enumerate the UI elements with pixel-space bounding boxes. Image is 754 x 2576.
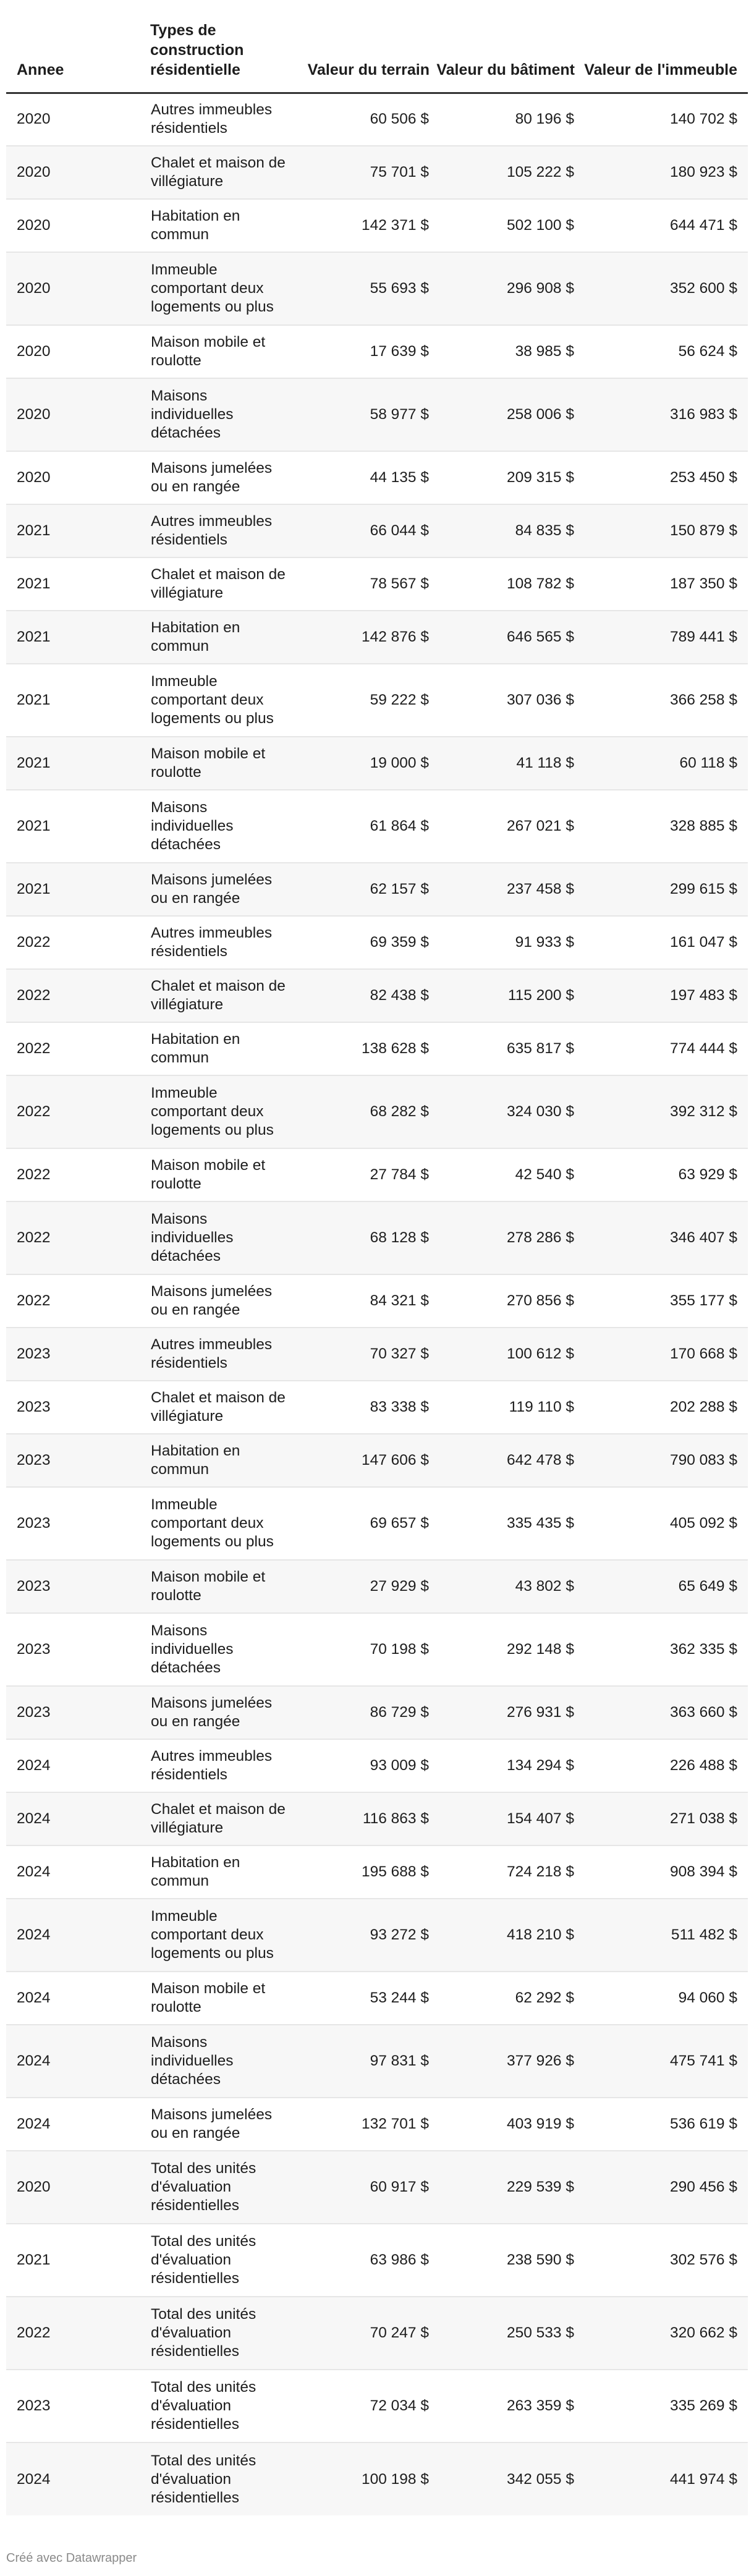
cell-construction-type: Habitation en commun: [150, 1434, 292, 1487]
column-header-building-value[interactable]: Valeur du bâtiment: [430, 0, 575, 93]
cell-land-value: 93 272 $: [292, 1899, 430, 1972]
cell-land-value: 63 986 $: [292, 2224, 430, 2297]
cell-year: 2022: [6, 2297, 150, 2370]
table-row: [6, 1022, 748, 1075]
cell-year: 2024: [6, 1739, 150, 1792]
table-header: [6, 0, 748, 93]
table-row: [6, 1487, 748, 1560]
cell-property-value: 362 335 $: [575, 1613, 748, 1686]
cell-construction-type: Total des unités d'évaluation résidentielles: [150, 2224, 292, 2297]
cell-building-value: 42 540 $: [430, 1148, 575, 1201]
cell-building-value: 250 533 $: [430, 2297, 575, 2370]
cell-building-value: 91 933 $: [430, 916, 575, 969]
cell-building-value: 238 590 $: [430, 2224, 575, 2297]
cell-property-value: 363 660 $: [575, 1686, 748, 1739]
cell-building-value: 292 148 $: [430, 1613, 575, 1686]
cell-building-value: 258 006 $: [430, 378, 575, 451]
cell-building-value: 335 435 $: [430, 1487, 575, 1560]
cell-land-value: 142 371 $: [292, 199, 430, 252]
cell-land-value: 19 000 $: [292, 737, 430, 790]
cell-land-value: 44 135 $: [292, 451, 430, 504]
cell-property-value: 187 350 $: [575, 557, 748, 611]
cell-year: 2020: [6, 378, 150, 451]
cell-year: 2021: [6, 557, 150, 611]
cell-land-value: 75 701 $: [292, 146, 430, 199]
cell-property-value: 170 668 $: [575, 1328, 748, 1381]
cell-construction-type: Total des unités d'évaluation résidentielles: [150, 2370, 292, 2443]
cell-building-value: 108 782 $: [430, 557, 575, 611]
cell-year: 2023: [6, 1487, 150, 1560]
cell-year: 2023: [6, 1560, 150, 1613]
cell-year: 2023: [6, 1381, 150, 1434]
table-row: [6, 1274, 748, 1328]
property-values-table: [6, 0, 748, 2515]
cell-property-value: 536 619 $: [575, 2098, 748, 2151]
cell-year: 2020: [6, 2151, 150, 2224]
cell-year: 2024: [6, 1792, 150, 1845]
cell-land-value: 78 567 $: [292, 557, 430, 611]
cell-building-value: 100 612 $: [430, 1328, 575, 1381]
table-row: [6, 504, 748, 557]
table-row: [6, 1328, 748, 1381]
table-row: [6, 1972, 748, 2025]
cell-building-value: 229 539 $: [430, 2151, 575, 2224]
cell-building-value: 237 458 $: [430, 863, 575, 916]
cell-land-value: 97 831 $: [292, 2025, 430, 2098]
cell-construction-type: Autres immeubles résidentiels: [150, 1739, 292, 1792]
cell-property-value: 355 177 $: [575, 1274, 748, 1328]
cell-property-value: 335 269 $: [575, 2370, 748, 2443]
cell-property-value: 644 471 $: [575, 199, 748, 252]
table-row: [6, 2370, 748, 2443]
cell-year: 2021: [6, 504, 150, 557]
cell-land-value: 60 917 $: [292, 2151, 430, 2224]
cell-year: 2021: [6, 664, 150, 737]
cell-land-value: 68 282 $: [292, 1075, 430, 1148]
table-row: [6, 1201, 748, 1274]
cell-year: 2021: [6, 790, 150, 863]
cell-land-value: 62 157 $: [292, 863, 430, 916]
datawrapper-credit[interactable]: Créé avec Datawrapper: [6, 2551, 137, 2565]
cell-land-value: 69 657 $: [292, 1487, 430, 1560]
cell-building-value: 418 210 $: [430, 1899, 575, 1972]
cell-construction-type: Maison mobile et roulotte: [150, 325, 292, 378]
cell-property-value: 352 600 $: [575, 252, 748, 325]
table-row: [6, 1148, 748, 1201]
cell-construction-type: Chalet et maison de villégiature: [150, 557, 292, 611]
column-header-land-value[interactable]: Valeur du terrain: [292, 0, 430, 93]
cell-year: 2022: [6, 916, 150, 969]
datawrapper-table-container: [6, 0, 748, 2515]
cell-property-value: 405 092 $: [575, 1487, 748, 1560]
cell-year: 2020: [6, 146, 150, 199]
cell-year: 2020: [6, 325, 150, 378]
cell-property-value: 346 407 $: [575, 1201, 748, 1274]
cell-construction-type: Chalet et maison de villégiature: [150, 1381, 292, 1434]
cell-year: 2022: [6, 1022, 150, 1075]
cell-building-value: 267 021 $: [430, 790, 575, 863]
cell-land-value: 70 327 $: [292, 1328, 430, 1381]
table-row: [6, 2297, 748, 2370]
cell-construction-type: Total des unités d'évaluation résidentielles: [150, 2297, 292, 2370]
cell-year: 2022: [6, 1075, 150, 1148]
cell-year: 2020: [6, 252, 150, 325]
table-row: [6, 1434, 748, 1487]
cell-land-value: 100 198 $: [292, 2443, 430, 2515]
cell-construction-type: Maison mobile et roulotte: [150, 1148, 292, 1201]
cell-land-value: 17 639 $: [292, 325, 430, 378]
cell-land-value: 138 628 $: [292, 1022, 430, 1075]
cell-building-value: 38 985 $: [430, 325, 575, 378]
cell-construction-type: Total des unités d'évaluation résidentielles: [150, 2443, 292, 2515]
cell-property-value: 150 879 $: [575, 504, 748, 557]
cell-land-value: 53 244 $: [292, 1972, 430, 2025]
cell-land-value: 147 606 $: [292, 1434, 430, 1487]
cell-property-value: 328 885 $: [575, 790, 748, 863]
cell-property-value: 320 662 $: [575, 2297, 748, 2370]
cell-construction-type: Maisons individuelles détachées: [150, 1201, 292, 1274]
cell-land-value: 132 701 $: [292, 2098, 430, 2151]
table-row: [6, 2025, 748, 2098]
table-body: [6, 93, 748, 2515]
cell-property-value: 180 923 $: [575, 146, 748, 199]
cell-construction-type: Chalet et maison de villégiature: [150, 1792, 292, 1845]
cell-year: 2024: [6, 1899, 150, 1972]
cell-land-value: 82 438 $: [292, 969, 430, 1022]
cell-land-value: 195 688 $: [292, 1845, 430, 1899]
cell-building-value: 41 118 $: [430, 737, 575, 790]
table-row: [6, 863, 748, 916]
table-row: [6, 664, 748, 737]
cell-property-value: 392 312 $: [575, 1075, 748, 1148]
table-row: [6, 252, 748, 325]
cell-building-value: 134 294 $: [430, 1739, 575, 1792]
cell-building-value: 80 196 $: [430, 93, 575, 146]
table-row: [6, 1613, 748, 1686]
cell-year: 2024: [6, 1845, 150, 1899]
cell-property-value: 908 394 $: [575, 1845, 748, 1899]
cell-construction-type: Maisons jumelées ou en rangée: [150, 451, 292, 504]
cell-construction-type: Immeuble comportant deux logements ou plus: [150, 1075, 292, 1148]
cell-property-value: 197 483 $: [575, 969, 748, 1022]
cell-land-value: 83 338 $: [292, 1381, 430, 1434]
cell-building-value: 278 286 $: [430, 1201, 575, 1274]
cell-building-value: 270 856 $: [430, 1274, 575, 1328]
cell-construction-type: Maisons individuelles détachées: [150, 2025, 292, 2098]
cell-year: 2023: [6, 2370, 150, 2443]
table-row: [6, 1381, 748, 1434]
cell-construction-type: Maisons jumelées ou en rangée: [150, 2098, 292, 2151]
cell-construction-type: Maisons jumelées ou en rangée: [150, 1274, 292, 1328]
cell-building-value: 62 292 $: [430, 1972, 575, 2025]
cell-year: 2022: [6, 1274, 150, 1328]
cell-building-value: 307 036 $: [430, 664, 575, 737]
cell-construction-type: Immeuble comportant deux logements ou plus: [150, 1899, 292, 1972]
cell-land-value: 116 863 $: [292, 1792, 430, 1845]
table-row: [6, 1075, 748, 1148]
cell-land-value: 59 222 $: [292, 664, 430, 737]
cell-land-value: 70 198 $: [292, 1613, 430, 1686]
cell-construction-type: Maison mobile et roulotte: [150, 1560, 292, 1613]
cell-building-value: 276 931 $: [430, 1686, 575, 1739]
cell-building-value: 635 817 $: [430, 1022, 575, 1075]
cell-land-value: 70 247 $: [292, 2297, 430, 2370]
table-row: [6, 2224, 748, 2297]
cell-building-value: 646 565 $: [430, 611, 575, 664]
cell-land-value: 68 128 $: [292, 1201, 430, 1274]
cell-year: 2021: [6, 863, 150, 916]
cell-land-value: 86 729 $: [292, 1686, 430, 1739]
table-row: [6, 325, 748, 378]
column-header-property-value[interactable]: Valeur de l'immeuble: [575, 0, 748, 93]
cell-building-value: 105 222 $: [430, 146, 575, 199]
cell-construction-type: Maisons individuelles détachées: [150, 378, 292, 451]
table-row: [6, 1899, 748, 1972]
cell-construction-type: Chalet et maison de villégiature: [150, 146, 292, 199]
table-row: [6, 790, 748, 863]
cell-land-value: 58 977 $: [292, 378, 430, 451]
cell-construction-type: Habitation en commun: [150, 199, 292, 252]
cell-construction-type: Autres immeubles résidentiels: [150, 504, 292, 557]
cell-land-value: 27 784 $: [292, 1148, 430, 1201]
cell-construction-type: Habitation en commun: [150, 1022, 292, 1075]
cell-year: 2022: [6, 969, 150, 1022]
cell-property-value: 161 047 $: [575, 916, 748, 969]
cell-land-value: 55 693 $: [292, 252, 430, 325]
cell-property-value: 299 615 $: [575, 863, 748, 916]
cell-year: 2023: [6, 1613, 150, 1686]
table-row: [6, 1686, 748, 1739]
cell-property-value: 790 083 $: [575, 1434, 748, 1487]
table-row: [6, 93, 748, 146]
cell-year: 2024: [6, 1972, 150, 2025]
table-row: [6, 2151, 748, 2224]
cell-building-value: 324 030 $: [430, 1075, 575, 1148]
cell-year: 2020: [6, 451, 150, 504]
cell-building-value: 296 908 $: [430, 252, 575, 325]
cell-property-value: 316 983 $: [575, 378, 748, 451]
cell-property-value: 290 456 $: [575, 2151, 748, 2224]
cell-year: 2022: [6, 1148, 150, 1201]
cell-land-value: 93 009 $: [292, 1739, 430, 1792]
cell-construction-type: Maison mobile et roulotte: [150, 737, 292, 790]
table-row: [6, 1560, 748, 1613]
cell-year: 2021: [6, 2224, 150, 2297]
column-header-year[interactable]: Annee: [6, 0, 150, 93]
cell-building-value: 403 919 $: [430, 2098, 575, 2151]
table-row: [6, 969, 748, 1022]
cell-year: 2024: [6, 2025, 150, 2098]
cell-building-value: 377 926 $: [430, 2025, 575, 2098]
cell-property-value: 366 258 $: [575, 664, 748, 737]
cell-property-value: 271 038 $: [575, 1792, 748, 1845]
cell-land-value: 60 506 $: [292, 93, 430, 146]
cell-property-value: 302 576 $: [575, 2224, 748, 2297]
cell-property-value: 60 118 $: [575, 737, 748, 790]
cell-building-value: 209 315 $: [430, 451, 575, 504]
cell-year: 2021: [6, 611, 150, 664]
table-row: [6, 611, 748, 664]
cell-construction-type: Total des unités d'évaluation résidentielles: [150, 2151, 292, 2224]
cell-year: 2024: [6, 2443, 150, 2515]
cell-land-value: 69 359 $: [292, 916, 430, 969]
cell-construction-type: Autres immeubles résidentiels: [150, 1328, 292, 1381]
table-row: [6, 1845, 748, 1899]
cell-land-value: 27 929 $: [292, 1560, 430, 1613]
cell-property-value: 253 450 $: [575, 451, 748, 504]
cell-property-value: 441 974 $: [575, 2443, 748, 2515]
table-row: [6, 557, 748, 611]
cell-construction-type: Chalet et maison de villégiature: [150, 969, 292, 1022]
header-row: [6, 0, 748, 93]
cell-construction-type: Habitation en commun: [150, 1845, 292, 1899]
cell-property-value: 202 288 $: [575, 1381, 748, 1434]
cell-land-value: 61 864 $: [292, 790, 430, 863]
cell-property-value: 140 702 $: [575, 93, 748, 146]
cell-land-value: 84 321 $: [292, 1274, 430, 1328]
cell-construction-type: Maison mobile et roulotte: [150, 1972, 292, 2025]
cell-building-value: 119 110 $: [430, 1381, 575, 1434]
column-header-type[interactable]: Types de construction résidentielle: [150, 0, 292, 93]
table-row: [6, 199, 748, 252]
table-row: [6, 916, 748, 969]
cell-construction-type: Maisons jumelées ou en rangée: [150, 1686, 292, 1739]
cell-construction-type: Habitation en commun: [150, 611, 292, 664]
cell-building-value: 263 359 $: [430, 2370, 575, 2443]
cell-property-value: 56 624 $: [575, 325, 748, 378]
cell-construction-type: Autres immeubles résidentiels: [150, 93, 292, 146]
cell-year: 2023: [6, 1328, 150, 1381]
cell-property-value: 511 482 $: [575, 1899, 748, 1972]
cell-building-value: 115 200 $: [430, 969, 575, 1022]
table-row: [6, 1792, 748, 1845]
cell-year: 2024: [6, 2098, 150, 2151]
cell-land-value: 142 876 $: [292, 611, 430, 664]
cell-year: 2020: [6, 93, 150, 146]
cell-property-value: 94 060 $: [575, 1972, 748, 2025]
table-row: [6, 2443, 748, 2515]
cell-building-value: 84 835 $: [430, 504, 575, 557]
cell-construction-type: Maisons jumelées ou en rangée: [150, 863, 292, 916]
cell-year: 2020: [6, 199, 150, 252]
cell-building-value: 502 100 $: [430, 199, 575, 252]
table-row: [6, 1739, 748, 1792]
table-row: [6, 451, 748, 504]
cell-property-value: 63 929 $: [575, 1148, 748, 1201]
cell-construction-type: Maisons individuelles détachées: [150, 1613, 292, 1686]
table-row: [6, 737, 748, 790]
cell-year: 2023: [6, 1434, 150, 1487]
cell-land-value: 66 044 $: [292, 504, 430, 557]
cell-building-value: 342 055 $: [430, 2443, 575, 2515]
cell-construction-type: Immeuble comportant deux logements ou plus: [150, 1487, 292, 1560]
cell-construction-type: Immeuble comportant deux logements ou plus: [150, 252, 292, 325]
cell-property-value: 65 649 $: [575, 1560, 748, 1613]
cell-property-value: 774 444 $: [575, 1022, 748, 1075]
cell-building-value: 43 802 $: [430, 1560, 575, 1613]
table-row: [6, 146, 748, 199]
cell-land-value: 72 034 $: [292, 2370, 430, 2443]
cell-building-value: 642 478 $: [430, 1434, 575, 1487]
table-row: [6, 378, 748, 451]
cell-year: 2023: [6, 1686, 150, 1739]
cell-property-value: 475 741 $: [575, 2025, 748, 2098]
cell-year: 2021: [6, 737, 150, 790]
cell-building-value: 724 218 $: [430, 1845, 575, 1899]
cell-construction-type: Maisons individuelles détachées: [150, 790, 292, 863]
cell-property-value: 226 488 $: [575, 1739, 748, 1792]
cell-year: 2022: [6, 1201, 150, 1274]
table-row: [6, 2098, 748, 2151]
cell-construction-type: Autres immeubles résidentiels: [150, 916, 292, 969]
cell-building-value: 154 407 $: [430, 1792, 575, 1845]
cell-construction-type: Immeuble comportant deux logements ou plus: [150, 664, 292, 737]
cell-property-value: 789 441 $: [575, 611, 748, 664]
